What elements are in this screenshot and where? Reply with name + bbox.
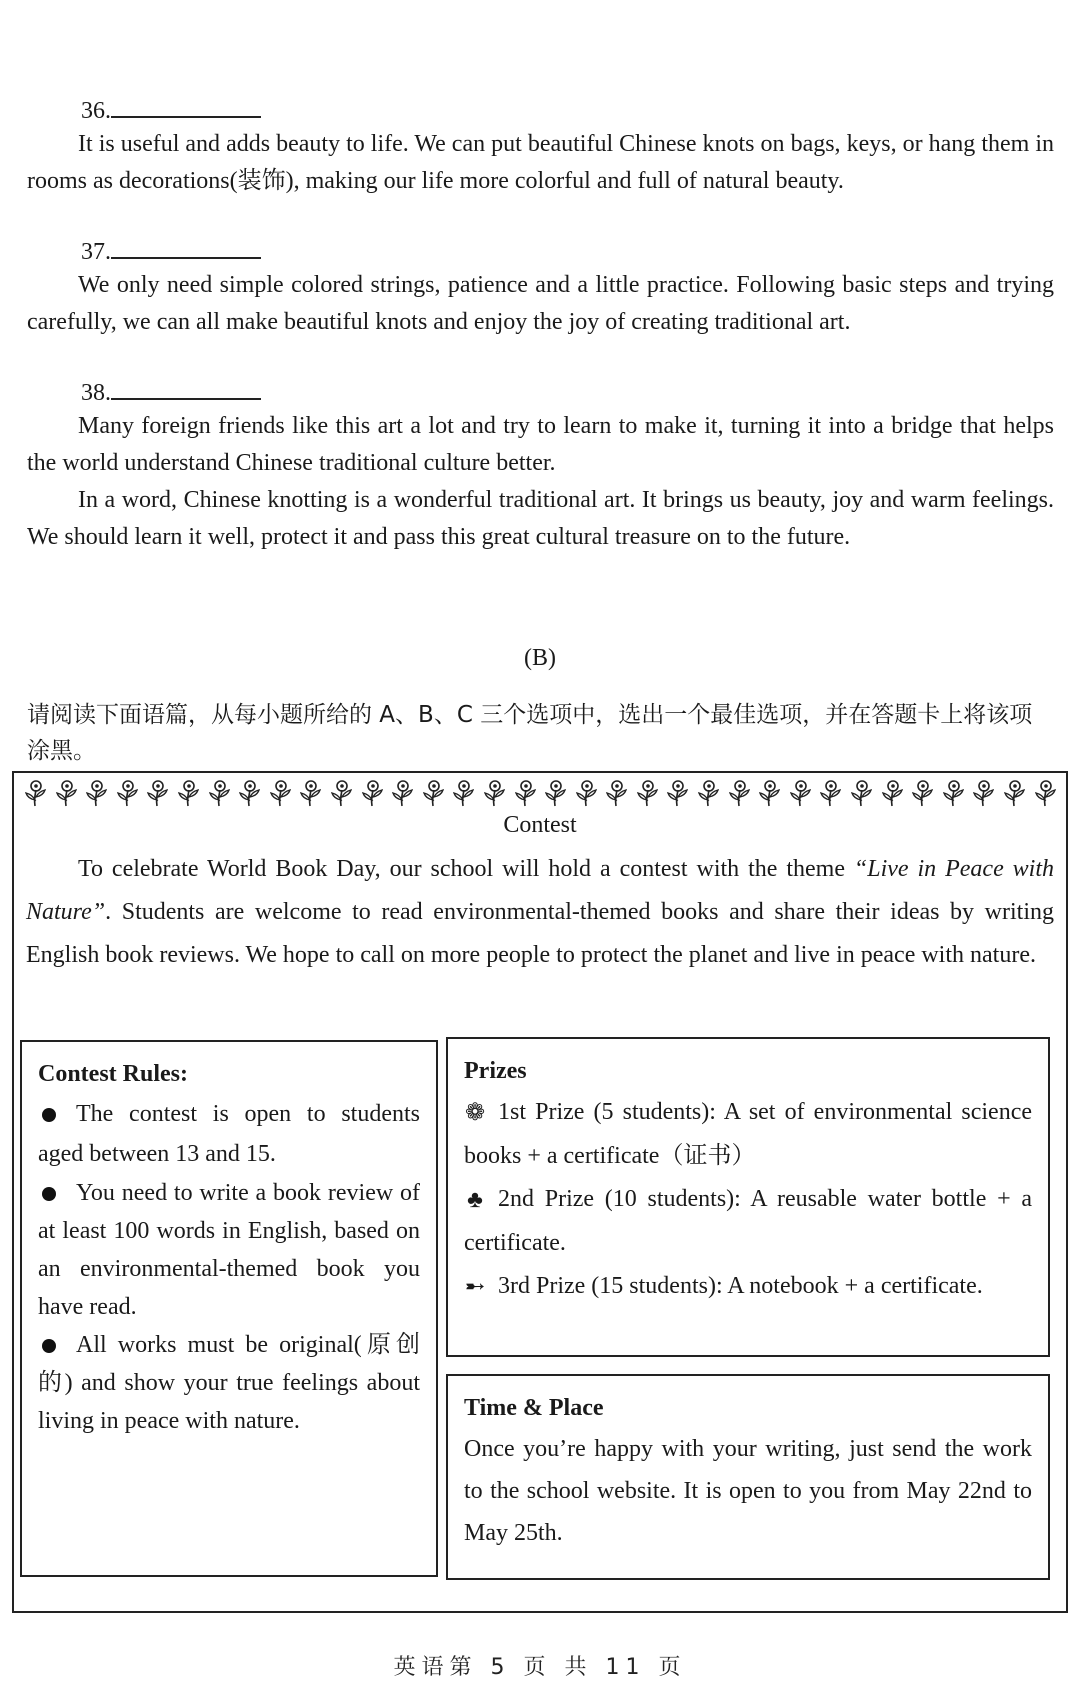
question-number: 36.: [81, 98, 111, 124]
contest-intro: [26, 848, 1054, 977]
time-place-box: [446, 1374, 1050, 1580]
paragraph-38: Many foreign friends like this art a lot and try to learn to make it, turning it into a bridge that helps the world understand Chinese traditional culture better.: [27, 413, 1054, 476]
section-b-instruction: 请阅读下面语篇，从每小题所给的 A、B、C 三个选项中，选出一个最佳选项，并在答题卡上将该项涂黑。: [27, 702, 1033, 764]
flower-icon: [571, 778, 601, 808]
page-footer: 英语第 5 页 共 11 页: [393, 1655, 687, 1680]
paragraph-36: It is useful and adds beauty to life. We can put beautiful Chinese knots on bags, keys, or hang them in rooms as decorations(装饰), making our life more colorful and full of natural beauty.: [27, 131, 1054, 194]
question-36-label: [81, 96, 261, 126]
flower-icon: [418, 778, 448, 808]
flower-icon: [204, 778, 234, 808]
intro-theme: “Live in Peace with Nature”: [26, 856, 1054, 925]
intro-text-before: To celebrate World Book Day, our school will hold a contest with the theme: [78, 856, 854, 882]
answer-blank-38[interactable]: [111, 380, 261, 400]
paragraph-37: We only need simple colored strings, patience and a little practice. Following basic steps and trying carefully, we can all make beautiful knots and enjoy the joy of creating traditional art.: [27, 272, 1054, 335]
leaf-icon: ♣: [467, 1186, 483, 1213]
flower-icon: [20, 778, 50, 808]
rule-text: You need to write a book review of at least 100 words in English, based on an environmental-themed book you have read.: [38, 1180, 420, 1320]
flower-icon: [51, 778, 81, 808]
rule-text: All works must be original(原创的) and show your true feelings about living in peace with nature.: [38, 1332, 420, 1434]
question-37-label: [81, 237, 261, 267]
bullet-icon: [42, 1339, 56, 1353]
flower-icon: [173, 778, 203, 808]
rule-text: The contest is open to students aged between 13 and 15.: [38, 1101, 420, 1167]
time-place-text: Once you’re happy with your writing, just send the work to the school website. It is open to you from May 22nd to May 25th.: [464, 1436, 1032, 1546]
prizes-heading: Prizes: [464, 1058, 527, 1084]
flower-icon: [326, 778, 356, 808]
flower-icon: [632, 778, 662, 808]
answer-blank-37[interactable]: [111, 239, 261, 259]
contest-rules-heading: Contest Rules:: [38, 1061, 188, 1087]
time-place-heading: Time & Place: [464, 1395, 604, 1421]
flower-icon: [142, 778, 172, 808]
flower-icon: [479, 778, 509, 808]
prize-item-2: [464, 1178, 1032, 1265]
question-38-label: [81, 378, 261, 408]
question-number: 37.: [81, 239, 111, 265]
flower-icon: [234, 778, 264, 808]
flower-icon: [724, 778, 754, 808]
flower-icon: [540, 778, 570, 808]
flower-icon: [265, 778, 295, 808]
flower-icon: [938, 778, 968, 808]
flower-icon: [662, 778, 692, 808]
prizes-box: [446, 1037, 1050, 1357]
flower-icon: [877, 778, 907, 808]
flower-icon: [815, 778, 845, 808]
flower-border: [20, 775, 1060, 811]
question-number: 38.: [81, 380, 111, 406]
flower-icon: [907, 778, 937, 808]
flower-icon: [357, 778, 387, 808]
flower-icon: [693, 778, 723, 808]
prize-text: 1st Prize (5 students): A set of environmental science books + a certificate（证书）: [464, 1099, 1032, 1169]
flower-icon: [754, 778, 784, 808]
flower-icon: ❁: [464, 1099, 486, 1126]
flower-icon: [387, 778, 417, 808]
flower-icon: [295, 778, 325, 808]
flower-icon: [601, 778, 631, 808]
prize-item-1: [464, 1091, 1032, 1178]
flower-icon: [968, 778, 998, 808]
intro-text-after: . Students are welcome to read environmental-themed books and share their ideas by writing English book reviews. We hope to call on more people to protect the planet and live in peace with nature.: [26, 899, 1054, 968]
contest-title: Contest: [503, 812, 577, 838]
rule-item: [38, 1094, 420, 1174]
flower-icon: [112, 778, 142, 808]
rule-item: [38, 1174, 420, 1326]
flower-icon: [81, 778, 111, 808]
flower-icon: [448, 778, 478, 808]
contest-rules-box: [20, 1040, 438, 1577]
prize-item-3: [464, 1265, 1032, 1309]
flower-icon: [846, 778, 876, 808]
section-b-label: (B): [524, 645, 556, 671]
rule-item: [38, 1326, 420, 1440]
prize-text: 3rd Prize (15 students): A notebook + a certificate.: [498, 1272, 983, 1299]
flower-icon: [785, 778, 815, 808]
arrow-icon: ➸: [464, 1273, 486, 1300]
paragraph-conclusion: In a word, Chinese knotting is a wonderful traditional art. It brings us beauty, joy and warm feelings. We should learn it well, protect it and pass this great cultural treasure on to the future.: [27, 487, 1054, 550]
flower-icon: [510, 778, 540, 808]
bullet-icon: [42, 1187, 56, 1201]
flower-icon: [999, 778, 1029, 808]
bullet-icon: [42, 1108, 56, 1122]
flower-icon: [1030, 778, 1060, 808]
answer-blank-36[interactable]: [111, 98, 261, 118]
prize-text: 2nd Prize (10 students): A reusable water bottle + a certificate.: [464, 1185, 1032, 1256]
